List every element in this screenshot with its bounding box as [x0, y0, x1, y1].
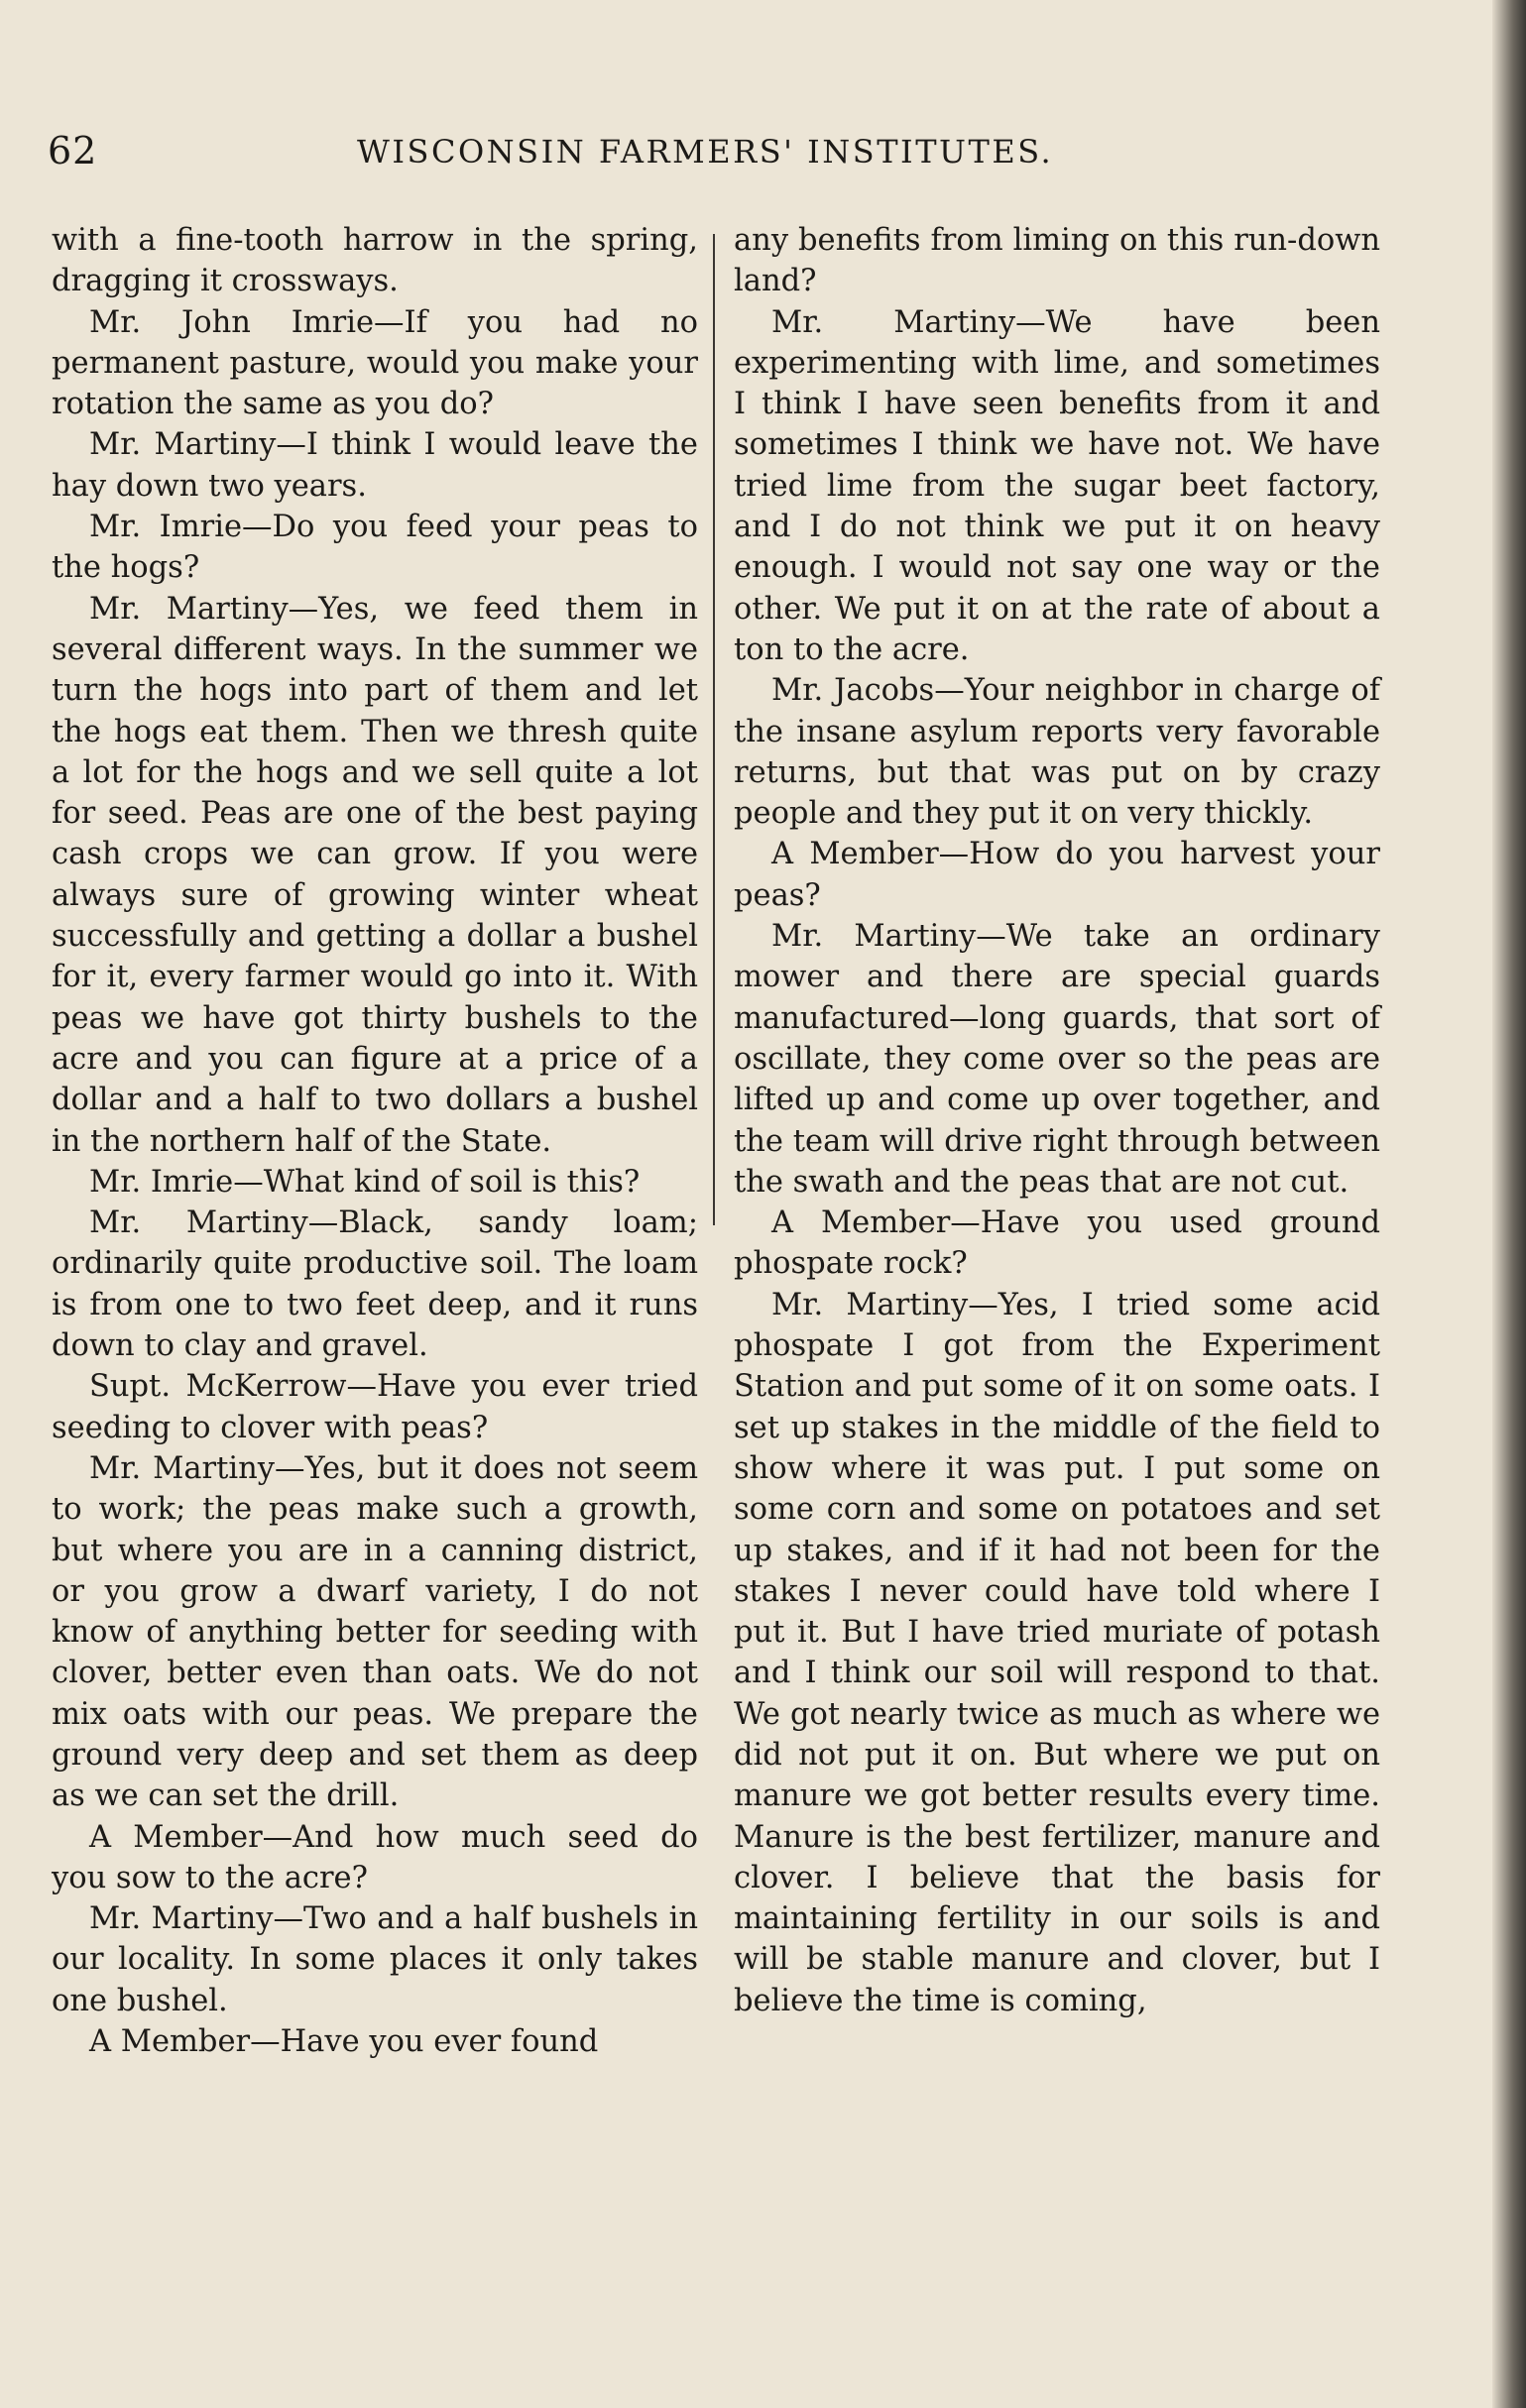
left-column [52, 220, 698, 2062]
page-number: 62 [48, 129, 98, 172]
paragraph: Mr. Martiny—Yes, we feed them in several different ways. In the summer we turn the hogs into part of them and let the hogs eat them. Then we thresh quite a lot for the hogs and we sell quite a lot for seed. Peas are one of the best paying cash crops we can grow. If you were always sure of growing winter wheat successfully and getting a dollar a bushel for it, every farmer would go into it. With peas we have got thirty bushels to the acre and you can figure at a price of a dollar and a half to two dollars a bushel in the northern half of the State. [52, 591, 698, 1159]
paragraph: Mr. Imrie—What kind of soil is this? [89, 1164, 641, 1200]
paragraph: A Member—Have you ever found [89, 2024, 599, 2060]
paragraph: Mr. Martiny—Two and a half bushels in our locality. In some places it only takes one bushel. [52, 1901, 698, 2018]
paragraph: Mr. Martiny—We have been experimenting with lime, and sometimes I think I have seen benefits from it and sometimes I think we have not. We have tried lime from the sugar beet factory, and I do not think we put it on heavy enough. I would not say one way or the other. We put it on at the rate of about a ton to the acre. [734, 304, 1380, 667]
paragraph: Mr. Martiny—I think I would leave the hay down two years. [52, 427, 698, 504]
paragraph: Mr. Imrie—Do you feed your peas to the hogs? [52, 510, 698, 586]
column-divider [713, 234, 715, 1225]
running-head: WISCONSIN FARMERS' INSTITUTES. [357, 133, 1054, 171]
paragraph: A Member—And how much seed do you sow to the acre? [52, 1819, 698, 1895]
paragraph: Mr. Martiny—Yes, I tried some acid phospate I got from the Experiment Station and put some of it on some oats. I set up stakes in the middle of the field to show where it was put. I put some on some corn and some on potatoes and set up stakes, and if it had not been for the stakes I never could have told where I put it. But I have tried muriate of potash and I think our soil will respond to that. We got nearly twice as much as where we did not put it on. But where we put on manure we got better results every time. Manure is the best fertilizer, manure and clover. I believe that the basis for maintaining fertility in our soils is and will be stable manure and clover, but I believe the time is coming, [734, 1287, 1380, 2018]
paragraph: A Member—How do you harvest your peas? [734, 837, 1380, 913]
paragraph: Mr. Martiny—Black, sandy loam; ordinarily quite productive soil. The loam is from one to two feet deep, and it runs down to clay and gravel. [52, 1205, 698, 1364]
paragraph: Mr. Jacobs—Your neighbor in charge of the insane asylum reports very favorable returns, but that was put on by crazy people and they put it on very thickly. [734, 673, 1380, 832]
paragraph: any benefits from liming on this run-down land? [734, 223, 1380, 299]
paragraph: Mr. John Imrie—If you had no permanent pasture, would you make your rotation the same as you do? [52, 304, 698, 422]
paragraph: A Member—Have you used ground phospate rock? [734, 1205, 1380, 1282]
paragraph: with a fine-tooth harrow in the spring, dragging it crossways. [52, 223, 698, 299]
paragraph: Mr. Martiny—Yes, but it does not seem to work; the peas make such a growth, but where you are in a canning district, or you grow a dwarf variety, I do not know of anything better for seeding with clover, better even than oats. We do not mix oats with our peas. We prepare the ground very deep and set them as deep as we can set the drill. [52, 1450, 698, 1814]
paragraph: Mr. Martiny—We take an ordinary mower and there are special guards manufactured—long guards, that sort of oscillate, they come over so the peas are lifted up and come up over together, and the team will drive right through between the swath and the peas that are not cut. [734, 919, 1380, 1200]
paragraph: Supt. McKerrow—Have you ever tried seeding to clover with peas? [52, 1369, 698, 1445]
book-spine-shadow [1492, 0, 1526, 2408]
page-header [48, 129, 1416, 188]
right-column [734, 220, 1380, 2021]
